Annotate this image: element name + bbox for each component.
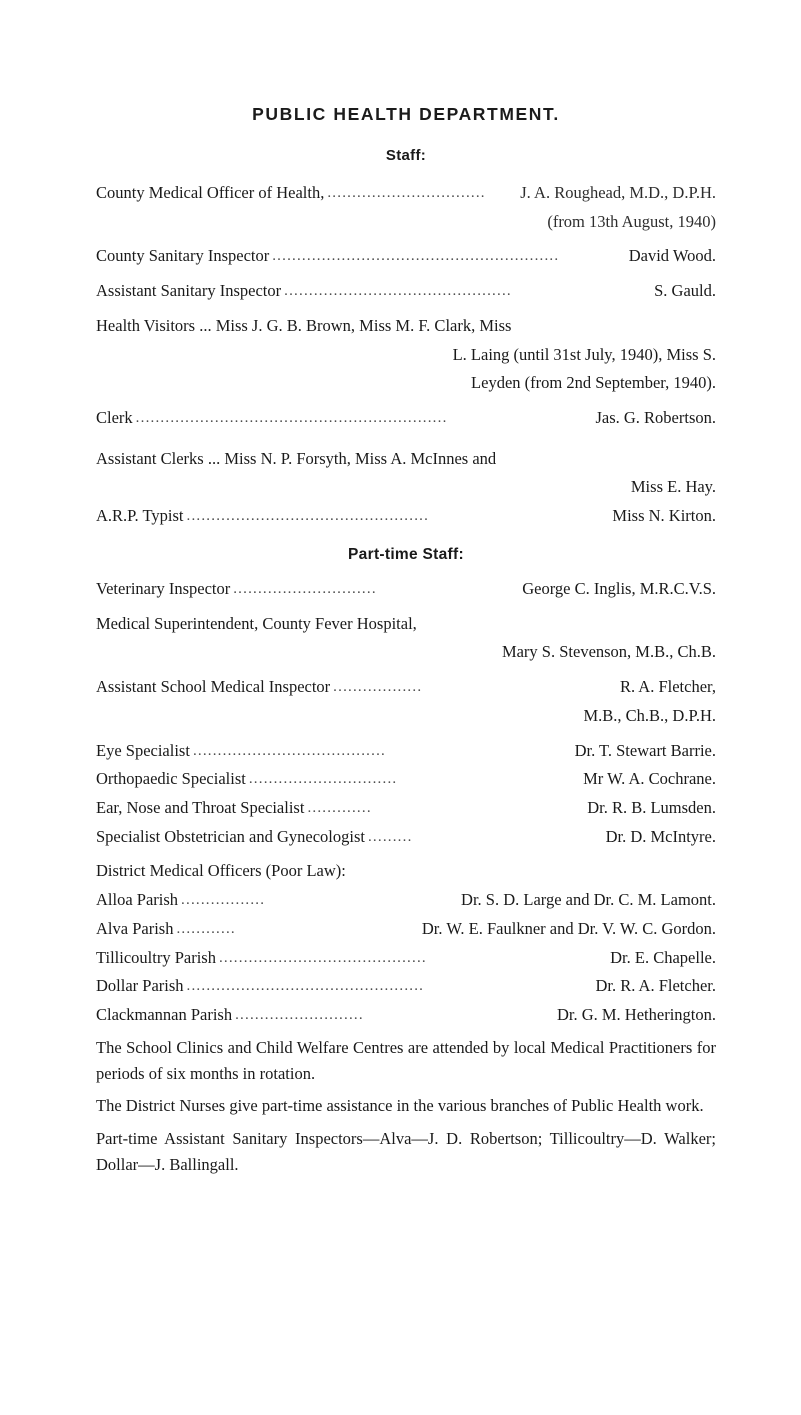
leader-dots: .............................: [233, 580, 377, 597]
part-time-entry-assistant-school-medical-inspector: [96, 674, 716, 701]
staff-entry-health-visitors-cont-2: Leyden (from 2nd September, 1940).: [471, 373, 716, 393]
part-time-entry-label: Assistant School Medical Inspector: [96, 677, 331, 697]
part-time-entry-value: Mr W. A. Cochrane.: [583, 769, 716, 789]
leader-dots: ..........................................: [218, 949, 427, 966]
staff-entry-health-visitors: [96, 313, 716, 340]
part-time-entry-veterinary-inspector: [96, 576, 716, 603]
staff-entry-label: A.R.P. Typist: [96, 506, 184, 526]
leader-dots: ...............................................................: [135, 410, 448, 427]
part-time-entry-value: Dr. R. B. Lumsden.: [587, 797, 716, 817]
staff-entry-medical-officer: [96, 180, 716, 207]
staff-entry-arp-typist: [96, 503, 716, 530]
part-time-entry-label: Specialist Obstetrician and Gynecologist: [96, 826, 365, 846]
leader-dots: .................................................: [186, 508, 430, 525]
part-time-entry-label: Eye Specialist: [96, 740, 190, 760]
part-time-entry-eye-specialist: [96, 738, 716, 765]
district-entry-value: Dr. W. E. Faulkner and Dr. V. W. C. Gordon.: [421, 918, 716, 938]
leader-dots: .......................................: [192, 742, 386, 759]
part-time-entry-orthopaedic-specialist: [96, 766, 716, 793]
part-time-entry-value: R. A. Fletcher,: [619, 677, 716, 697]
staff-entry-value: J. A. Roughead, M.D., D.P.H.: [520, 183, 716, 202]
staff-entry-medical-officer-cont: (from 13th August, 1940): [547, 211, 716, 231]
district-entry-label: Tillicoultry Parish: [96, 947, 216, 967]
leader-dots: ..............................: [248, 771, 398, 788]
paragraph-district-nurses: The District Nurses give part-time assistance in the various branches of Public Health work.: [96, 1096, 704, 1116]
leader-dots: ................................................: [186, 978, 425, 995]
paragraph-part-time-assistant-inspectors: Part-time Assistant Sanitary Inspectors—Alva—J. D. Robertson; Tillicoultry—D. Walker; Dollar—J. Ballingall.: [96, 1128, 716, 1175]
leader-dots: .........: [367, 828, 413, 845]
leader-dots: .............: [307, 799, 372, 816]
part-time-entry-label: Veterinary Inspector: [96, 578, 231, 598]
staff-entry-assistant-clerks: [96, 446, 716, 473]
staff-entry-sanitary-inspector: [96, 243, 716, 270]
district-entry-alva: [96, 916, 716, 943]
part-time-staff-heading: Part-time Staff:: [348, 545, 464, 563]
part-time-entry-label: Orthopaedic Specialist: [96, 769, 246, 789]
staff-entry-assistant-clerks-cont: Miss E. Hay.: [630, 477, 716, 497]
district-entry-label: Clackmannan Parish: [96, 1004, 233, 1024]
part-time-entry-value: Dr. T. Stewart Barrie.: [574, 740, 716, 760]
part-time-entry-medical-superintendent: [96, 611, 716, 638]
part-time-entry-medical-superintendent-cont: Mary S. Stevenson, M.B., Ch.B.: [501, 642, 716, 662]
staff-entry-assistant-sanitary-inspector: [96, 278, 716, 305]
leader-dots: ..............................................: [284, 283, 512, 300]
leader-dots: ................................: [327, 185, 486, 201]
part-time-entry-assistant-school-medical-inspector-cont: M.B., Ch.B., D.P.H.: [583, 705, 716, 725]
district-medical-officers-heading: District Medical Officers (Poor Law):: [96, 861, 346, 881]
leader-dots: ............: [176, 920, 236, 937]
district-entry-value: Dr. R. A. Fletcher.: [595, 976, 716, 996]
part-time-entry-label: Ear, Nose and Throat Specialist: [96, 797, 305, 817]
staff-entry-label: County Medical Officer of Health,: [96, 183, 325, 202]
district-entry-value: Dr. G. M. Hetherington.: [556, 1004, 716, 1024]
staff-entry-clerk: [96, 405, 716, 432]
staff-entry-label: Health Visitors ...: [96, 315, 212, 335]
staff-entry-value: Jas. G. Robertson.: [595, 408, 716, 428]
part-time-entry-value: George C. Inglis, M.R.C.V.S.: [522, 578, 716, 598]
district-entry-dollar: [96, 973, 716, 1000]
staff-heading: Staff:: [385, 147, 427, 164]
paragraph-school-clinics: The School Clinics and Child Welfare Centres are attended by local Medical Practitioners for periods of six months in rotation.: [96, 1037, 716, 1084]
staff-entry-value: S. Gauld.: [654, 281, 716, 301]
staff-entry-value: Miss N. Kirton.: [612, 506, 716, 526]
part-time-entry-value: Dr. D. McIntyre.: [605, 826, 716, 846]
staff-entry-value: Miss J. G. B. Brown, Miss M. F. Clark, Miss: [215, 315, 512, 335]
staff-entry-health-visitors-cont-1: L. Laing (until 31st July, 1940), Miss S.: [452, 344, 716, 364]
staff-entry-value: David Wood.: [628, 246, 716, 266]
leader-dots: ..................: [333, 679, 423, 696]
leader-dots: .................: [181, 892, 266, 909]
staff-entry-label: Assistant Clerks ...: [96, 448, 221, 468]
staff-entry-label: County Sanitary Inspector: [96, 246, 270, 266]
district-entry-tillicoultry: [96, 945, 716, 972]
leader-dots: ..........................: [235, 1006, 364, 1023]
page-title: PUBLIC HEALTH DEPARTMENT.: [252, 104, 560, 124]
district-entry-label: Dollar Parish: [96, 976, 184, 996]
staff-entry-label: Clerk: [96, 408, 133, 428]
district-entry-alloa: [96, 887, 716, 914]
part-time-entry-ear-nose-throat-specialist: [96, 795, 716, 822]
district-entry-value: Dr. E. Chapelle.: [610, 947, 716, 967]
document-content: [96, 104, 716, 1179]
staff-entry-value: Miss N. P. Forsyth, Miss A. McInnes and: [224, 448, 497, 468]
part-time-entry-obstetrician-gynecologist: [96, 824, 716, 851]
district-entry-value: Dr. S. D. Large and Dr. C. M. Lamont.: [461, 890, 716, 910]
part-time-entry-label: Medical Superintendent, County Fever Hospital,: [96, 613, 417, 633]
staff-entry-label: Assistant Sanitary Inspector: [96, 281, 282, 301]
district-entry-label: Alva Parish: [96, 918, 174, 938]
district-entry-label: Alloa Parish: [96, 890, 179, 910]
district-entry-clackmannan: [96, 1002, 716, 1029]
leader-dots: ..........................................................: [272, 248, 560, 265]
